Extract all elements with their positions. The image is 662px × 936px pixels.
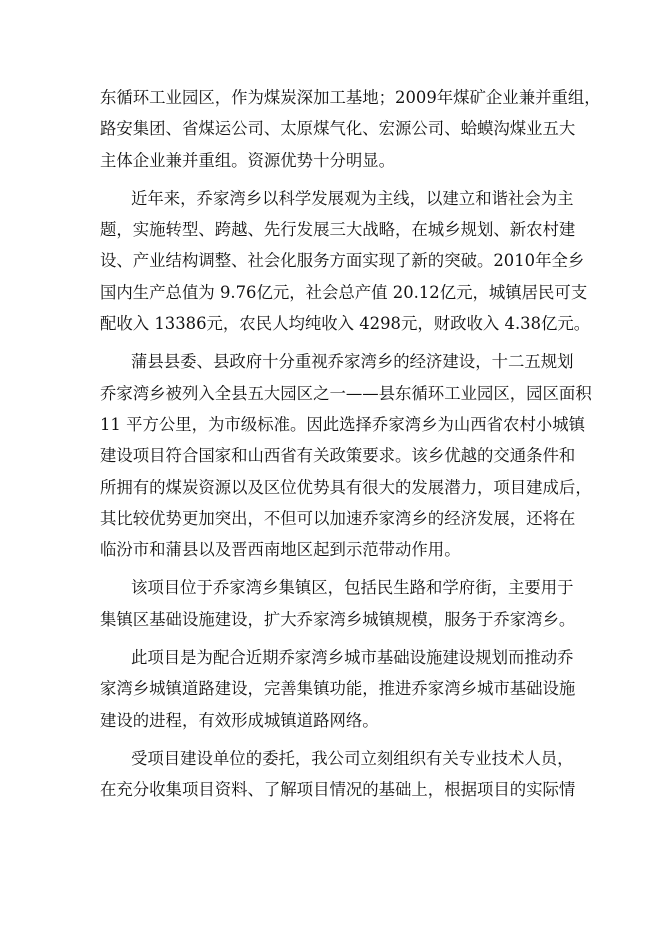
text-line: 所拥有的煤炭资源以及区位优势具有很大的发展潜力，项目建成后， [100, 477, 592, 497]
paragraph-first-line: 该项目位于乔家湾乡集镇区，包括民生路和学府街，主要用于 [131, 578, 574, 598]
text-line: 建设的进程，有效形成城镇道路网络。 [100, 710, 379, 730]
text-line: 11 平方公里，为市级标准。因此选择乔家湾乡为山西省农村小城镇 [100, 414, 586, 434]
text-line: 临汾市和蒲县以及晋西南地区起到示范带动作用。 [100, 540, 461, 560]
paragraph-first-line: 蒲县县委、县政府十分重视乔家湾乡的经济建设，十二五规划 [131, 352, 574, 372]
text-line: 乔家湾乡被列入全县五大园区之一——县东循环工业园区，园区面积 [100, 383, 592, 403]
text-line: 题，实施转型、跨越、先行发展三大战略，在城乡规划、新农村建 [100, 220, 576, 240]
text-line: 路安集团、省煤运公司、太原煤气化、宏源公司、蛤蟆沟煤业五大 [100, 119, 576, 139]
text-line: 国内生产总值为 9.76亿元，社会总产值 20.12亿元，城镇居民可支 [100, 282, 588, 302]
paragraph-first-line: 受项目建设单位的委托，我公司立刻组织有关专业技术人员， [131, 748, 574, 768]
text-line: 集镇区基础设施建设，扩大乔家湾乡城镇规模，服务于乔家湾乡。 [100, 609, 576, 629]
paragraph-first-line: 此项目是为配合近期乔家湾乡城市基础设施建设规划而推动乔 [131, 648, 574, 668]
paragraph-gap [100, 736, 570, 743]
text-line: 家湾乡城镇道路建设，完善集镇功能，推进乔家湾乡城市基础设施 [100, 679, 576, 699]
paragraph-gap [100, 635, 570, 642]
text-line: 东循环工业园区，作为煤炭深加工基地；2009年煤矿企业兼并重组， [100, 88, 601, 107]
text-line: 在充分收集项目资料、了解项目情况的基础上，根据项目的实际情 [100, 780, 576, 800]
text-line: 主体企业兼并重组。资源优势十分明显。 [100, 150, 396, 170]
paragraph-first-line: 近年来，乔家湾乡以科学发展观为主线，以建立和谐社会为主 [131, 188, 574, 208]
text-line: 其比较优势更加突出，不但可以加速乔家湾乡的经济发展，还将在 [100, 508, 576, 528]
paragraph-gap [100, 176, 570, 183]
text-line: 配收入 13386元，农民人均纯收入 4298元，财政收入 4.38亿元。 [100, 314, 591, 334]
paragraph-gap [100, 339, 570, 346]
text-line: 设、产业结构调整、社会化服务方面实现了新的突破。2010年全乡 [100, 251, 585, 271]
text-line: 建设项目符合国家和山西省有关政策要求。该乡优越的交通条件和 [100, 446, 576, 466]
paragraph-gap [100, 565, 570, 572]
body-text [100, 82, 601, 806]
